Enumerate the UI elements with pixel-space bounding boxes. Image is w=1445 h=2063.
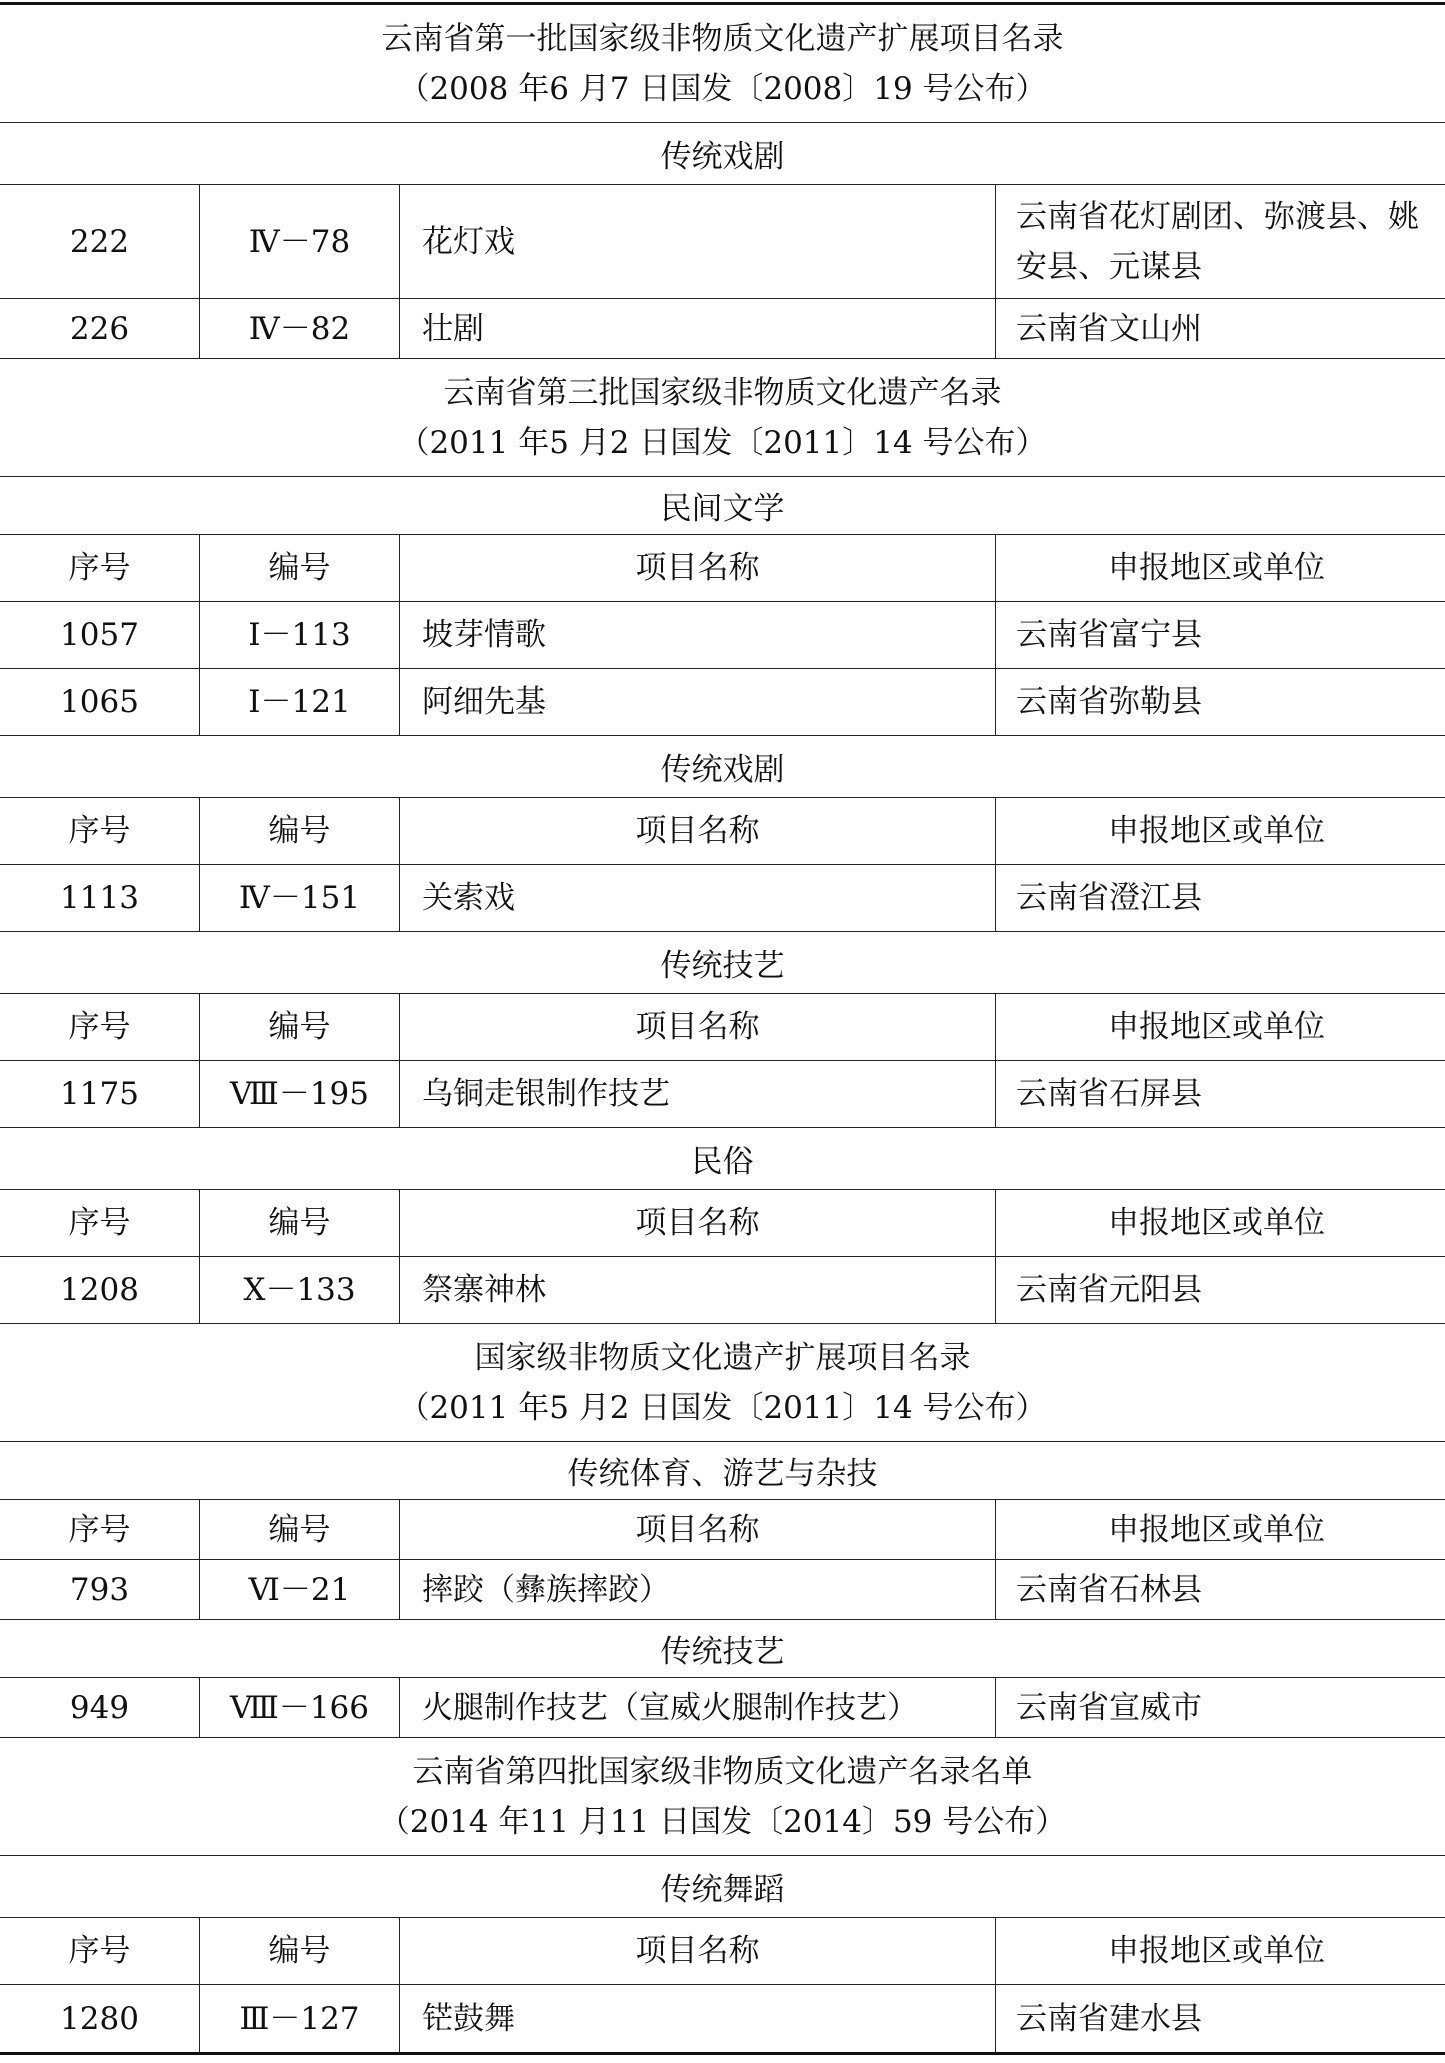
section-subtitle: （2014 年11 月11 日国发〔2014〕59 号公布） bbox=[378, 1803, 1067, 1840]
header-row bbox=[0, 994, 1445, 1061]
cell-name: 壮剧 bbox=[400, 299, 996, 358]
section-title: 云南省第一批国家级非物质文化遗产扩展项目名录 bbox=[381, 20, 1064, 57]
header-no: 序号 bbox=[0, 1190, 200, 1256]
cell-name: 摔跤（彝族摔跤） bbox=[400, 1560, 996, 1619]
header-name: 项目名称 bbox=[400, 798, 996, 864]
header-region: 申报地区或单位 bbox=[1108, 1009, 1325, 1045]
cell-code: Ⅳ－151 bbox=[200, 865, 400, 931]
table-row bbox=[0, 602, 1445, 669]
category-label: 民间文学 bbox=[660, 491, 785, 527]
header-name: 项目名称 bbox=[400, 1190, 996, 1256]
header-region: 申报地区或单位 bbox=[1108, 550, 1325, 586]
cell-no: 1280 bbox=[0, 1985, 200, 2052]
cell-code: Ⅹ－133 bbox=[200, 1257, 400, 1323]
cell-no: 793 bbox=[0, 1560, 200, 1619]
cell-no: 1113 bbox=[0, 865, 200, 931]
cell-code: Ⅲ－127 bbox=[200, 1985, 400, 2052]
cell-no: 1175 bbox=[0, 1061, 200, 1127]
cell-no: 222 bbox=[0, 185, 200, 298]
category-label: 传统戏剧 bbox=[660, 139, 785, 175]
table-row bbox=[0, 865, 1445, 932]
cell-region: 云南省花灯剧团、弥渡县、姚安县、元谋县 bbox=[1016, 198, 1419, 285]
header-no: 序号 bbox=[0, 1500, 200, 1559]
header-row bbox=[0, 535, 1445, 602]
section-subtitle: （2011 年5 月2 日国发〔2011〕14 号公布） bbox=[398, 1389, 1047, 1426]
section-title: 云南省第三批国家级非物质文化遗产名录 bbox=[443, 374, 1002, 411]
header-row bbox=[0, 1918, 1445, 1985]
cell-name: 乌铜走银制作技艺 bbox=[400, 1061, 996, 1127]
category-label: 传统技艺 bbox=[660, 1634, 785, 1670]
cell-no: 949 bbox=[0, 1678, 200, 1737]
header-no: 序号 bbox=[0, 994, 200, 1060]
header-region: 申报地区或单位 bbox=[1108, 1511, 1325, 1548]
cell-region: 云南省富宁县 bbox=[1016, 617, 1202, 653]
header-region: 申报地区或单位 bbox=[1108, 1933, 1325, 1969]
table-row bbox=[0, 1678, 1445, 1738]
cell-region: 云南省弥勒县 bbox=[1016, 684, 1202, 720]
header-no: 序号 bbox=[0, 535, 200, 601]
table-row bbox=[0, 1257, 1445, 1324]
header-row bbox=[0, 798, 1445, 865]
cell-name: 关索戏 bbox=[400, 865, 996, 931]
category-row bbox=[0, 736, 1445, 798]
cell-name: 火腿制作技艺（宣威火腿制作技艺） bbox=[400, 1678, 996, 1737]
cell-region: 云南省宣威市 bbox=[1016, 1689, 1202, 1726]
category-label: 传统技艺 bbox=[660, 948, 785, 984]
section-title-block bbox=[0, 5, 1445, 123]
category-row bbox=[0, 1442, 1445, 1500]
cell-code: Ⅵ－21 bbox=[200, 1560, 400, 1619]
cell-no: 226 bbox=[0, 299, 200, 358]
cell-name: 祭寨神林 bbox=[400, 1257, 996, 1323]
cell-name: 阿细先基 bbox=[400, 669, 996, 735]
category-row bbox=[0, 1620, 1445, 1678]
cell-code: Ⅰ－113 bbox=[200, 602, 400, 668]
cell-region: 云南省元阳县 bbox=[1016, 1272, 1202, 1308]
header-region: 申报地区或单位 bbox=[1108, 813, 1325, 849]
cell-code: Ⅳ－78 bbox=[200, 185, 400, 298]
cell-code: Ⅰ－121 bbox=[200, 669, 400, 735]
header-code: 编号 bbox=[200, 1190, 400, 1256]
header-name: 项目名称 bbox=[400, 1918, 996, 1984]
category-row bbox=[0, 932, 1445, 994]
cell-region: 云南省文山州 bbox=[1016, 310, 1202, 347]
header-code: 编号 bbox=[200, 798, 400, 864]
cell-no: 1065 bbox=[0, 669, 200, 735]
table-row bbox=[0, 1061, 1445, 1128]
table-row bbox=[0, 185, 1445, 299]
section-title-block bbox=[0, 359, 1445, 477]
section-subtitle: （2008 年6 月7 日国发〔2008〕19 号公布） bbox=[398, 70, 1047, 107]
header-name: 项目名称 bbox=[400, 994, 996, 1060]
cell-name: 铓鼓舞 bbox=[400, 1985, 996, 2052]
cell-no: 1208 bbox=[0, 1257, 200, 1323]
header-no: 序号 bbox=[0, 1918, 200, 1984]
cell-name: 坡芽情歌 bbox=[400, 602, 996, 668]
category-row bbox=[0, 1128, 1445, 1190]
header-code: 编号 bbox=[200, 535, 400, 601]
section-title: 国家级非物质文化遗产扩展项目名录 bbox=[474, 1339, 971, 1376]
cell-region: 云南省澄江县 bbox=[1016, 880, 1202, 916]
category-row bbox=[0, 1856, 1445, 1918]
category-row bbox=[0, 123, 1445, 185]
cell-name: 花灯戏 bbox=[400, 185, 996, 298]
section-title-block bbox=[0, 1738, 1445, 1856]
cell-code: Ⅷ－195 bbox=[200, 1061, 400, 1127]
cell-region: 云南省建水县 bbox=[1016, 2000, 1202, 2037]
header-no: 序号 bbox=[0, 798, 200, 864]
table-row bbox=[0, 1985, 1445, 2052]
category-label: 传统戏剧 bbox=[660, 752, 785, 788]
section-subtitle: （2011 年5 月2 日国发〔2011〕14 号公布） bbox=[398, 424, 1047, 461]
category-label: 传统体育、游艺与杂技 bbox=[567, 1456, 878, 1492]
category-label: 传统舞蹈 bbox=[660, 1872, 785, 1908]
header-code: 编号 bbox=[200, 1500, 400, 1559]
cell-code: Ⅷ－166 bbox=[200, 1678, 400, 1737]
cell-code: Ⅳ－82 bbox=[200, 299, 400, 358]
header-row bbox=[0, 1190, 1445, 1257]
table-row bbox=[0, 669, 1445, 736]
header-region: 申报地区或单位 bbox=[1108, 1205, 1325, 1241]
header-name: 项目名称 bbox=[400, 535, 996, 601]
header-name: 项目名称 bbox=[400, 1500, 996, 1559]
header-code: 编号 bbox=[200, 994, 400, 1060]
section-title: 云南省第四批国家级非物质文化遗产名录名单 bbox=[412, 1753, 1033, 1790]
category-label: 民俗 bbox=[691, 1144, 754, 1180]
bottom-rule bbox=[0, 2052, 1445, 2055]
table-row bbox=[0, 299, 1445, 359]
table-row bbox=[0, 1560, 1445, 1620]
cell-no: 1057 bbox=[0, 602, 200, 668]
section-title-block bbox=[0, 1324, 1445, 1442]
header-row bbox=[0, 1500, 1445, 1560]
category-row bbox=[0, 477, 1445, 535]
cell-region: 云南省石林县 bbox=[1016, 1571, 1202, 1608]
cell-region: 云南省石屏县 bbox=[1016, 1076, 1202, 1112]
header-code: 编号 bbox=[200, 1918, 400, 1984]
